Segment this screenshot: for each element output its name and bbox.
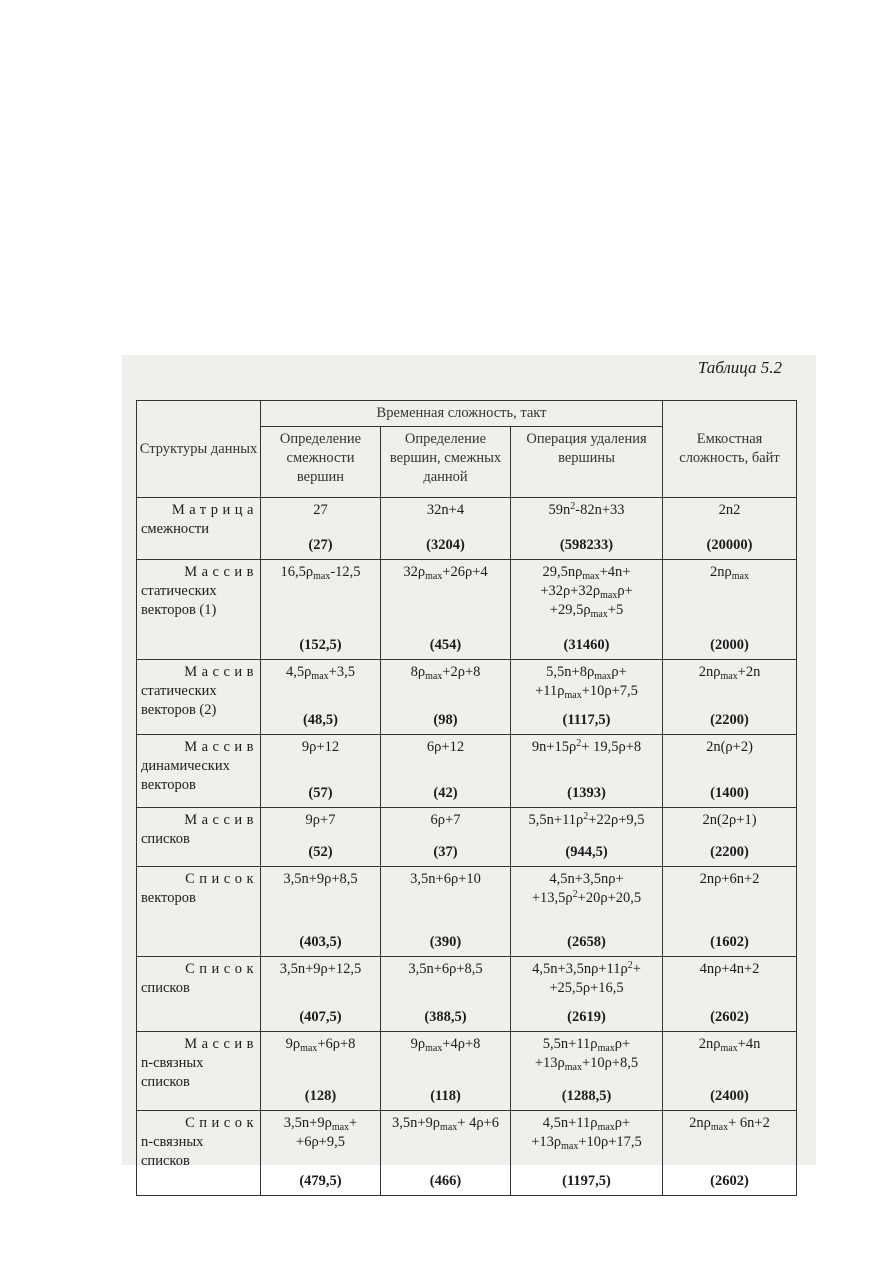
delete-cell-formula: $5,5n+11\rho_{max}\rho+$ $+13\rho_{max}+10\rho+8,5$ [534, 1036, 639, 1073]
adjacency-cell [261, 1111, 381, 1196]
capacity-cell-value: (1602) [710, 934, 749, 950]
adjacency-cell-formula: $3,5n+9\rho_{max}+ +6\rho+9,5$ [283, 1115, 358, 1150]
structure-name-cell [137, 735, 261, 808]
neighbors-cell-formula: $3,5n+9\rho_{max}+ 4\rho+6$ [392, 1115, 499, 1133]
capacity-cell-value: (1400) [710, 785, 749, 801]
delete-cell-formula: $59n^2-82n+33$ [548, 501, 625, 518]
neighbors-cell-value: (388,5) [424, 1009, 467, 1025]
adjacency-cell-formula: 3,5n+9ρ+12,5 [279, 961, 362, 977]
adjacency-cell-value: (57) [308, 785, 333, 801]
capacity-cell-value: (2602) [710, 1009, 749, 1025]
complexity-table [136, 400, 797, 1196]
structure-name-title: Массив [184, 564, 258, 580]
capacity-cell [663, 1111, 797, 1196]
neighbors-cell [381, 735, 511, 808]
adjacency-cell-formula: 9ρ+7 [305, 812, 336, 828]
structure-name-line: n-связных [141, 1055, 204, 1071]
delete-cell [511, 1032, 663, 1111]
adjacency-cell [261, 498, 381, 560]
adjacency-cell-value: (479,5) [299, 1173, 342, 1189]
adjacency-cell-formula: 3,5n+9ρ+8,5 [283, 871, 358, 887]
delete-cell-value: (31460) [563, 637, 610, 653]
capacity-cell [663, 1032, 797, 1111]
delete-cell [511, 808, 663, 867]
delete-cell-value: (2658) [567, 934, 606, 950]
structure-name-line: векторов [141, 777, 196, 793]
capacity-cell-formula: 2nρ+6n+2 [699, 871, 760, 887]
adjacency-cell [261, 808, 381, 867]
neighbors-cell-value: (42) [433, 785, 458, 801]
delete-cell-formula: $4,5n+11\rho_{max}\rho+$ $+13\rho_{max}+10\rho+17,5$ [531, 1115, 642, 1152]
capacity-cell-formula: $2n\rho_{max}+ 6n+2$ [689, 1115, 770, 1133]
structure-name-cell [137, 808, 261, 867]
adjacency-cell [261, 560, 381, 660]
structure-name-title: Список [185, 871, 258, 887]
capacity-cell-value: (2400) [710, 1088, 749, 1104]
capacity-cell-value: (2602) [710, 1173, 749, 1189]
delete-cell-formula: $5,5n+8\rho_{max}\rho+$ $+11\rho_{max}+10\rho+7,5$ [535, 664, 638, 701]
delete-cell-formula: $5,5n+11\rho^2+22\rho+9,5$ [528, 811, 645, 828]
table-row [137, 660, 797, 735]
adjacency-cell [261, 867, 381, 957]
neighbors-cell-formula: 32n+4 [426, 502, 465, 518]
structure-name-title: Матрица [171, 502, 258, 518]
neighbors-cell [381, 808, 511, 867]
capacity-cell-formula: 4nρ+4n+2 [699, 961, 760, 977]
delete-cell-formula: 4,5n+3,5nρ+ $+13,5\rho^2+20\rho+20,5$ [531, 871, 642, 906]
delete-cell-value: (1288,5) [561, 1088, 612, 1104]
neighbors-cell [381, 560, 511, 660]
neighbors-cell-formula: 3,5n+6ρ+8,5 [408, 961, 483, 977]
structure-name-title: Массив [184, 664, 258, 680]
capacity-cell-formula: 2n2 [718, 502, 741, 518]
neighbors-cell [381, 957, 511, 1032]
structure-name-line: векторов (2) [141, 702, 217, 718]
delete-cell-value: (944,5) [565, 844, 608, 860]
capacity-cell [663, 867, 797, 957]
neighbors-cell-formula: $8\rho_{max}+2\rho+8$ [410, 664, 481, 682]
header-delete: Операция удаления вершины [511, 427, 663, 498]
neighbors-cell-value: (3204) [426, 537, 465, 553]
adjacency-cell [261, 957, 381, 1032]
delete-cell-formula: $4,5n+3,5n\rho+11\rho^2+$ +25,5ρ+16,5 [532, 960, 641, 996]
delete-cell [511, 1111, 663, 1196]
table-row [137, 808, 797, 867]
capacity-cell [663, 957, 797, 1032]
capacity-cell-value: (2000) [710, 637, 749, 653]
structure-name-cell [137, 660, 261, 735]
neighbors-cell [381, 867, 511, 957]
delete-cell-value: (1117,5) [562, 712, 611, 728]
neighbors-cell-value: (390) [429, 934, 462, 950]
table-row [137, 957, 797, 1032]
structure-name-line: векторов (1) [141, 602, 217, 618]
table-header [137, 401, 797, 498]
capacity-cell-formula: $2n\rho_{max}+4n$ [698, 1036, 761, 1054]
capacity-cell [663, 498, 797, 560]
adjacency-cell-value: (152,5) [299, 637, 342, 653]
delete-cell-formula: $29,5n\rho_{max}+4n+$ $+32\rho+32\rho_{max}\rho+$ $+29,5\rho_{max}+5$ [540, 564, 633, 620]
capacity-cell-formula: 2n(ρ+2) [706, 739, 753, 755]
neighbors-cell-formula: 3,5n+6ρ+10 [410, 871, 481, 887]
capacity-cell-formula: $2n\rho_{max}+2n$ [698, 664, 761, 682]
structure-name-cell [137, 1111, 261, 1196]
adjacency-cell-value: (52) [308, 844, 333, 860]
header-time-complexity: Временная сложность, такт [261, 401, 663, 427]
capacity-cell-formula: 2n(2ρ+1) [702, 812, 757, 828]
header-capacity: Емкостная сложность, байт [663, 401, 797, 498]
header-neighbors: Определение вершин, смежных данной [381, 427, 511, 498]
structure-name-line: динамических [141, 758, 230, 774]
header-adjacency: Определение смежности вершин [261, 427, 381, 498]
delete-cell-value: (2619) [567, 1009, 606, 1025]
adjacency-cell [261, 1032, 381, 1111]
structure-name-line: списков [141, 1153, 190, 1169]
adjacency-cell [261, 660, 381, 735]
capacity-cell-value: (2200) [710, 712, 749, 728]
neighbors-cell-value: (466) [429, 1173, 462, 1189]
adjacency-cell-formula: $9\rho_{max}+6\rho+8$ [285, 1036, 356, 1054]
capacity-cell [663, 735, 797, 808]
neighbors-cell [381, 660, 511, 735]
structure-name-cell [137, 1032, 261, 1111]
adjacency-cell-value: (403,5) [299, 934, 342, 950]
neighbors-cell-formula: 6ρ+12 [426, 739, 465, 755]
neighbors-cell-value: (118) [430, 1088, 461, 1104]
delete-cell [511, 867, 663, 957]
capacity-cell [663, 560, 797, 660]
adjacency-cell-value: (128) [304, 1088, 337, 1104]
structure-name-title: Список [185, 961, 258, 977]
structure-name-title: Массив [184, 739, 258, 755]
table-body [137, 498, 797, 1196]
structure-name-cell [137, 560, 261, 660]
neighbors-cell-formula: 6ρ+7 [430, 812, 461, 828]
structure-name-line: списков [141, 980, 190, 996]
capacity-cell [663, 808, 797, 867]
adjacency-cell-formula: $4,5\rho_{max}+3,5$ [286, 664, 355, 682]
structure-name-line: векторов [141, 890, 196, 906]
delete-cell [511, 498, 663, 560]
structure-name-line: статических [141, 583, 217, 599]
header-structures: Структуры данных [137, 401, 261, 498]
neighbors-cell [381, 1032, 511, 1111]
structure-name-cell [137, 498, 261, 560]
neighbors-cell [381, 498, 511, 560]
delete-cell [511, 660, 663, 735]
structure-name-line: списков [141, 831, 190, 847]
table-row [137, 498, 797, 560]
structure-name-title: Массив [184, 1036, 258, 1052]
structure-name-cell [137, 867, 261, 957]
table-row [137, 1032, 797, 1111]
structure-name-line: смежности [141, 521, 209, 537]
delete-cell [511, 957, 663, 1032]
table-row [137, 867, 797, 957]
neighbors-cell [381, 1111, 511, 1196]
adjacency-cell-value: (48,5) [302, 712, 339, 728]
structure-name-title: Список [185, 1115, 258, 1131]
neighbors-cell-value: (98) [433, 712, 458, 728]
table-row [137, 1111, 797, 1196]
structure-name-line: n-связных [141, 1134, 204, 1150]
adjacency-cell-formula: $16,5\rho_{max}-12,5$ [280, 564, 361, 582]
adjacency-cell-value: (27) [308, 537, 333, 553]
neighbors-cell-value: (454) [429, 637, 462, 653]
structure-name-line: статических [141, 683, 217, 699]
delete-cell-value: (1393) [567, 785, 606, 801]
delete-cell [511, 735, 663, 808]
capacity-cell-value: (2200) [710, 844, 749, 860]
adjacency-cell-value: (407,5) [299, 1009, 342, 1025]
structure-name-cell [137, 957, 261, 1032]
adjacency-cell-formula: 27 [313, 502, 328, 518]
adjacency-cell-formula: 9ρ+12 [301, 739, 340, 755]
table-row [137, 735, 797, 808]
neighbors-cell-value: (37) [433, 844, 458, 860]
table-row [137, 560, 797, 660]
delete-cell [511, 560, 663, 660]
structure-name-title: Массив [184, 812, 258, 828]
delete-cell-value: (598233) [559, 537, 614, 553]
neighbors-cell-formula: $9\rho_{max}+4\rho+8$ [410, 1036, 481, 1054]
delete-cell-value: (1197,5) [562, 1173, 611, 1189]
capacity-cell-formula: $2n\rho_{max}$ [710, 564, 749, 582]
structure-name-line: списков [141, 1074, 190, 1090]
adjacency-cell [261, 735, 381, 808]
delete-cell-formula: $9n+15\rho^2+ 19,5\rho+8$ [531, 738, 642, 755]
neighbors-cell-formula: $32\rho_{max}+26\rho+4$ [403, 564, 488, 582]
table-caption: Таблица 5.2 [697, 358, 782, 377]
capacity-cell [663, 660, 797, 735]
capacity-cell-value: (20000) [706, 537, 753, 553]
